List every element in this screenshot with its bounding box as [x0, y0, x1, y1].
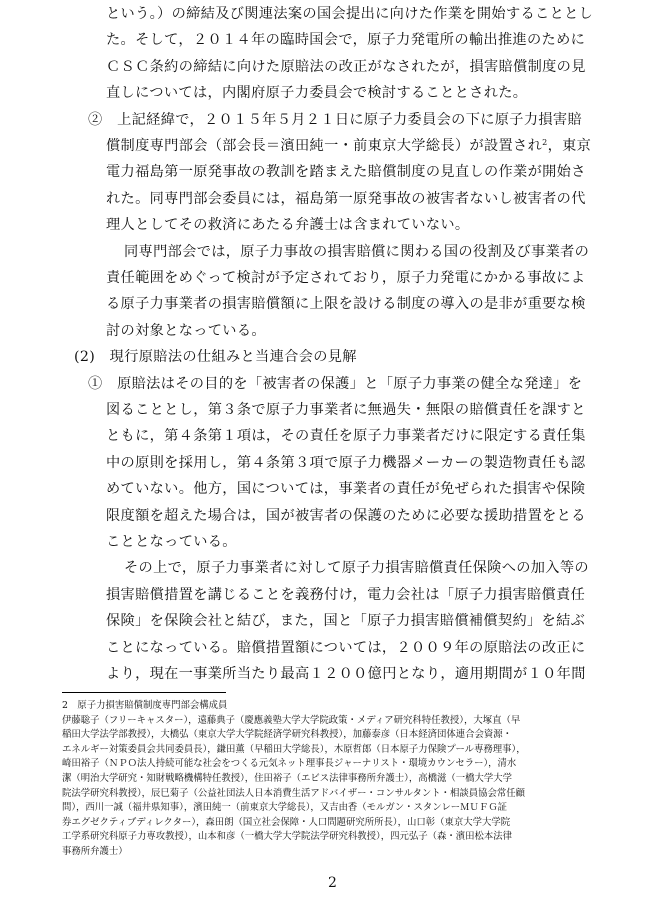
page-number: 2	[328, 875, 337, 891]
body-line: た。そして，２０１４年の臨時国会で，原子力発電所の輸出推進のために	[106, 32, 586, 48]
body-line: 討の対象となっている。	[106, 323, 266, 339]
body-line: 損害賠償措置を講じることを義務付け，電力会社は「原子力損害賠償責任	[106, 587, 586, 603]
body-line: 理人としてその救済にあたる弁護士は含まれていない。	[106, 217, 470, 233]
body-line: めていない。他方，国については，事業者の責任が免ぜられた損害や保険	[106, 481, 586, 497]
footnote-line: 稲田大学法学部教授），大橋弘（東京大学大学院経済学研究科教授），加藤泰彦（日本経済団体連合会資源・	[62, 729, 512, 741]
footnote-line: 潔（明治大学研究・知財戦略機構特任教授），住田裕子（エビス法律事務所弁護士），高橋滋（一橋大学大学	[62, 773, 512, 784]
footnote-divider	[62, 692, 226, 693]
body-line: 償制度専門部会（部会長＝濱田純一・前東京大学総長）が設置され$^2$，東京	[106, 138, 592, 154]
footnote-line: 問），西川一誠（福井県知事），濱田純一（前東京大学総長），又吉由香（モルガン・スタンレーＭＵＦＧ証	[62, 802, 508, 814]
body-line: ＣＳＣ条約の締結に向けた原賠法の改正がなされたが，損害賠償制度の見	[106, 59, 586, 75]
body-line: という。）の締結及び関連法案の国会提出に向けた作業を開始することとし	[106, 6, 594, 22]
body-line: ともに，第４条第１項は，その責任を原子力事業者だけに限定する責任集	[106, 428, 586, 444]
footnote-heading: 2 原子力損害賠償制度専門部会構成員	[62, 700, 228, 711]
body-line: 保険」を保険会社と結び，また，国と「原子力損害賠償補償契約」を結ぶ	[106, 613, 586, 629]
body-line: その上で，原子力事業者に対して原子力損害賠償責任保険への加入等の	[124, 560, 589, 576]
body-line: こととなっている。	[106, 534, 237, 550]
footnote-line: 券エグゼクティブディレクター），森田朗（国立社会保障・人口問題研究所所長），山口彰（東京大学大学院	[62, 816, 511, 828]
body-line: 図ることとし，第３条で原子力事業者に無過失・無限の賠償責任を課すと	[106, 402, 586, 418]
footnote-line: 事務所弁護士）	[62, 846, 128, 857]
footnote-ref[interactable]: 2	[542, 138, 548, 147]
body-line: 責任範囲をめぐって検討が予定されており，原子力発電にかかる事故によ	[106, 270, 586, 286]
footnote-line: 崎田裕子（ＮＰＯ法人持続可能な社会をつくる元気ネット理事長ジャーナリスト・環境カウンセラー），清水	[62, 758, 517, 770]
body-line: 中の原則を採用し，第４条第３項で原子力機器メーカーの製造物責任も認	[106, 455, 586, 471]
footnote-line: 伊藤聡子（フリーキャスター），遠藤典子（慶應義塾大学大学院政策・メディア研究科特任教授），大塚直（早	[62, 714, 521, 726]
body-line: ② 上記経緯で，２０１５年５月２１日に原子力委員会の下に原子力損害賠	[88, 112, 582, 128]
body-line: 限度額を超えた場合は，国が被害者の保護のために必要な援助措置をとる	[106, 508, 586, 524]
body-line: 電力福島第一原発事故の教訓を踏まえた賠償制度の見直しの作業が開始さ	[106, 164, 586, 180]
body-line: る原子力事業者の損害賠償額に上限を設ける制度の導入の是非が重要な検	[106, 296, 586, 312]
body-line: れた。同専門部会委員には，福島第一原発事故の被害者ないし被害者の代	[106, 191, 586, 207]
body-line: 直しについては，内閣府原子力委員会で検討することとされた。	[106, 85, 528, 101]
body-line: ことになっている。賠償措置額については，２００９年の原賠法の改正に	[106, 640, 586, 656]
footnote-line: 院法学研究科教授），辰巳菊子（公益社団法人日本消費生活アドバイザー・コンサルタント・相談員協会常任顧	[62, 787, 526, 799]
body-line: 同専門部会では，原子力事故の損害賠償に関わる国の役割及び事業者の	[124, 244, 590, 260]
footnote-line: エネルギー対策委員会共同委員長），鎌田薫（早稲田大学総長），木原哲郎（日本原子力保険プール専務理事），	[62, 743, 526, 755]
footnote-line: 工学系研究科原子力専攻教授），山本和彦（一橋大学大学院法学研究科教授），四元弘子（森・濱田松本法律	[62, 831, 512, 843]
body-line: より，現在一事業所当たり最高１２００億円となり，適用期間が１０年間	[106, 666, 586, 682]
body-line: ① 原賠法はその目的を「被害者の保護」と「原子力事業の健全な発達」を	[88, 376, 583, 392]
body-line: (2) 現行原賠法の仕組みと当連合会の見解	[74, 349, 357, 365]
